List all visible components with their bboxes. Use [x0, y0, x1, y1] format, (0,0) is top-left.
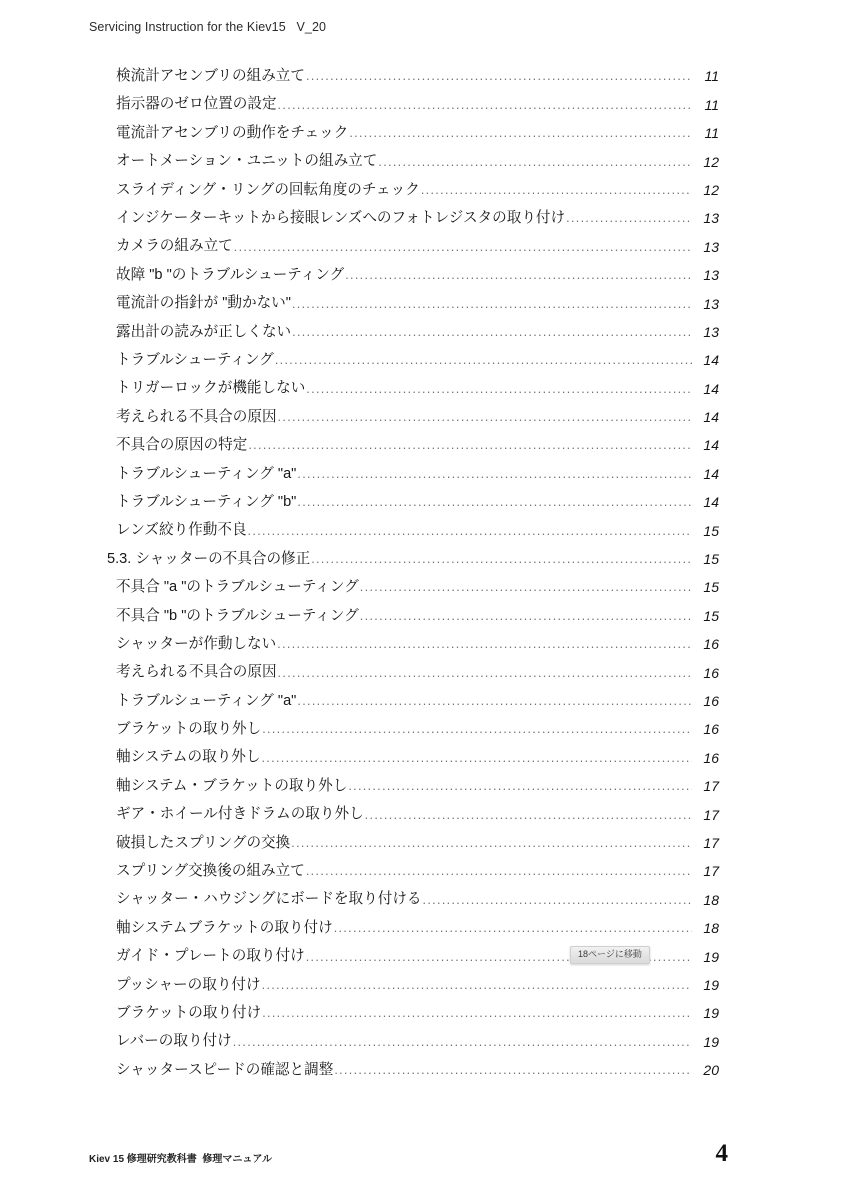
toc-entry-page-number: 13 — [703, 295, 719, 312]
toc-entry-page-number: 13 — [703, 210, 719, 227]
toc-entry[interactable] — [107, 541, 719, 569]
toc-entry[interactable] — [107, 995, 719, 1023]
toc-entry[interactable] — [107, 143, 719, 171]
toc-entry-page-number: 13 — [703, 267, 719, 284]
toc-entry-page-number: 11 — [704, 96, 719, 113]
toc-dot-leader — [292, 327, 692, 338]
toc-dot-leader — [262, 724, 692, 735]
toc-entry[interactable] — [107, 569, 719, 597]
toc-entry-page-number: 11 — [704, 125, 719, 142]
toc-dot-leader — [262, 980, 692, 991]
toc-dot-leader — [248, 526, 692, 537]
toc-entry[interactable] — [107, 711, 719, 739]
toc-entry-page-number: 16 — [703, 749, 719, 766]
toc-entry-page-number: 13 — [703, 238, 719, 255]
toc-entry-label: シャッタースピードの確認と調整 — [116, 1061, 334, 1078]
toc-dot-leader — [349, 128, 692, 139]
toc-entry-label: プッシャーの取り付け — [116, 976, 261, 993]
toc-entry-page-number: 15 — [703, 551, 719, 568]
toc-entry[interactable] — [107, 881, 719, 909]
toc-entry[interactable] — [107, 427, 719, 455]
toc-entry-label: 電流計アセンブリの動作をチェック — [116, 124, 349, 141]
toc-entry-label: トラブルシューティング — [116, 351, 274, 368]
toc-entry[interactable] — [107, 1052, 719, 1080]
toc-dot-leader — [345, 270, 692, 281]
toc-entry-label: ガイド・プレートの取り付け — [116, 948, 305, 965]
toc-entry[interactable] — [107, 910, 719, 938]
toc-entry-label: 不具合の原因の特定 — [116, 437, 248, 454]
toc-entry[interactable] — [107, 683, 719, 711]
toc-entry-label: 軸システムの取り外し — [116, 749, 261, 766]
link-tooltip: 18ページに移動 — [570, 946, 650, 964]
toc-entry[interactable] — [107, 172, 719, 200]
toc-entry-label: 不具合 "b "のトラブルシューティング — [116, 607, 359, 624]
toc-entry-label: 考えられる不具合の原因 — [116, 664, 277, 681]
toc-dot-leader — [421, 185, 692, 196]
toc-dot-leader — [278, 100, 692, 111]
toc-entry-label: シャッターが作動しない — [116, 635, 277, 652]
toc-dot-leader — [378, 157, 692, 168]
toc-entry-page-number: 14 — [703, 494, 719, 511]
toc-dot-leader — [566, 213, 692, 224]
toc-entry-page-number: 16 — [703, 664, 719, 681]
toc-entry[interactable] — [107, 86, 719, 114]
toc-entry[interactable] — [107, 1023, 719, 1051]
toc-dot-leader — [334, 923, 692, 934]
toc-dot-leader — [334, 1065, 692, 1076]
toc-entry-label: 軸システムブラケットの取り付け — [116, 919, 333, 936]
toc-entry[interactable] — [107, 796, 719, 824]
toc-entry[interactable] — [107, 597, 719, 625]
toc-dot-leader — [297, 696, 692, 707]
toc-entry[interactable] — [107, 115, 719, 143]
toc-dot-leader — [275, 355, 692, 366]
toc-entry[interactable] — [107, 228, 719, 256]
toc-entry-label: ブラケットの取り外し — [116, 721, 262, 738]
toc-entry-page-number: 19 — [703, 948, 719, 965]
toc-entry-page-number: 12 — [703, 153, 719, 170]
toc-entry-label: シャッター・ハウジングにボードを取り付ける — [116, 891, 422, 908]
toc-entry-label: カメラの組み立て — [116, 238, 233, 255]
toc-dot-leader — [348, 781, 692, 792]
toc-entry[interactable] — [107, 853, 719, 881]
toc-entry-page-number: 14 — [703, 465, 719, 482]
toc-entry-label: ギア・ホイール付きドラムの取り外し — [116, 806, 364, 823]
toc-dot-leader — [248, 440, 692, 451]
toc-entry-label: 検流計アセンブリの組み立て — [116, 68, 305, 85]
toc-entry-page-number: 14 — [703, 380, 719, 397]
toc-entry[interactable] — [107, 455, 719, 483]
toc-dot-leader — [292, 299, 692, 310]
toc-entry-label: 故障 "b "のトラブルシューティング — [116, 266, 345, 283]
toc-entry[interactable] — [107, 768, 719, 796]
toc-dot-leader — [360, 582, 692, 593]
toc-dot-leader — [277, 639, 692, 650]
toc-entry-label: ブラケットの取り付け — [116, 1004, 262, 1021]
toc-entry-label: レバーの取り付け — [116, 1033, 232, 1050]
toc-entry-label: 電流計の指針が "動かない" — [116, 295, 291, 312]
toc-entry[interactable] — [107, 626, 719, 654]
toc-dot-leader — [306, 866, 692, 877]
toc-entry-page-number: 11 — [704, 68, 719, 85]
toc-entry-page-number: 14 — [703, 352, 719, 369]
toc-entry[interactable] — [107, 512, 719, 540]
toc-dot-leader — [423, 895, 692, 906]
toc-dot-leader — [291, 838, 692, 849]
toc-entry-page-number: 12 — [703, 181, 719, 198]
toc-entry-page-number: 15 — [703, 522, 719, 539]
toc-entry[interactable] — [107, 285, 719, 313]
toc-entry-page-number: 16 — [703, 692, 719, 709]
toc-entry-page-number: 19 — [703, 1033, 719, 1050]
toc-entry-page-number: 14 — [703, 437, 719, 454]
toc-entry-page-number: 17 — [703, 863, 719, 880]
toc-entry-page-number: 18 — [703, 920, 719, 937]
toc-entry-page-number: 19 — [703, 976, 719, 993]
toc-entry-page-number: 19 — [703, 1005, 719, 1022]
toc-entry-label: スプリング交換後の組み立て — [116, 863, 305, 880]
toc-dot-leader — [297, 497, 692, 508]
toc-entry[interactable] — [107, 257, 719, 285]
toc-dot-leader — [262, 1008, 692, 1019]
page-number: 4 — [715, 1140, 728, 1167]
toc-entry-page-number: 20 — [703, 1062, 719, 1079]
toc-dot-leader — [297, 469, 692, 480]
toc-dot-leader — [233, 1037, 692, 1048]
toc-entry-label: 不具合 "a "のトラブルシューティング — [116, 579, 359, 596]
toc-dot-leader — [261, 753, 692, 764]
toc-entry-page-number: 17 — [703, 806, 719, 823]
toc-entry-label: 破損したスプリングの交換 — [116, 834, 291, 851]
toc-dot-leader — [311, 554, 692, 565]
toc-entry[interactable] — [107, 825, 719, 853]
toc-entry-page-number: 17 — [703, 834, 719, 851]
toc-entry[interactable] — [107, 314, 719, 342]
toc-entry-label: 考えられる不具合の原因 — [116, 408, 277, 425]
toc-entry-label: レンズ絞り作動不良 — [116, 522, 247, 539]
toc-entry-page-number: 17 — [703, 778, 719, 795]
toc-entry-label: トラブルシューティング "a" — [116, 465, 297, 482]
footer-text: Kiev 15 修理研究教科書 修理マニュアル — [89, 1154, 272, 1165]
toc-entry-page-number: 15 — [703, 579, 719, 596]
table-of-contents — [107, 58, 719, 1080]
toc-entry-label: トラブルシューティング "b" — [116, 493, 297, 510]
toc-dot-leader — [360, 611, 692, 622]
toc-entry[interactable] — [107, 399, 719, 427]
toc-entry-page-number: 13 — [703, 323, 719, 340]
toc-entry[interactable] — [107, 342, 719, 370]
toc-dot-leader — [278, 412, 692, 423]
toc-entry-label: スライディング・リングの回転角度のチェック — [116, 181, 420, 198]
toc-entry-label: 指示器のゼロ位置の設定 — [116, 96, 277, 113]
toc-dot-leader — [234, 242, 692, 253]
toc-dot-leader — [278, 668, 692, 679]
toc-dot-leader — [306, 71, 692, 82]
toc-dot-leader — [306, 384, 692, 395]
toc-entry-label: 露出計の読みが正しくない — [116, 323, 292, 340]
toc-entry-page-number: 18 — [703, 891, 719, 908]
toc-entry[interactable] — [107, 484, 719, 512]
toc-entry[interactable] — [107, 370, 719, 398]
toc-entry-label: トリガーロックが機能しない — [116, 380, 306, 397]
toc-entry-label: 5.3. シャッターの不具合の修正 — [107, 550, 311, 567]
toc-entry[interactable] — [107, 967, 719, 995]
toc-entry-label: 軸システム・ブラケットの取り外し — [116, 777, 348, 794]
toc-entry-page-number: 15 — [703, 607, 719, 624]
toc-entry[interactable] — [107, 739, 719, 767]
toc-entry[interactable] — [107, 58, 719, 86]
toc-dot-leader — [365, 810, 692, 821]
toc-entry[interactable] — [107, 654, 719, 682]
toc-entry-page-number: 16 — [703, 721, 719, 738]
toc-entry-label: オートメーション・ユニットの組み立て — [116, 153, 378, 170]
toc-entry-label: トラブルシューティング "a" — [116, 692, 297, 709]
toc-entry-page-number: 14 — [703, 409, 719, 426]
toc-entry[interactable] — [107, 200, 719, 228]
toc-entry-page-number: 16 — [703, 636, 719, 653]
toc-entry-label: インジケーターキットから接眼レンズへのフォトレジスタの取り付け — [116, 210, 566, 227]
running-header: Servicing Instruction for the Kiev15 V_20 — [89, 20, 327, 34]
